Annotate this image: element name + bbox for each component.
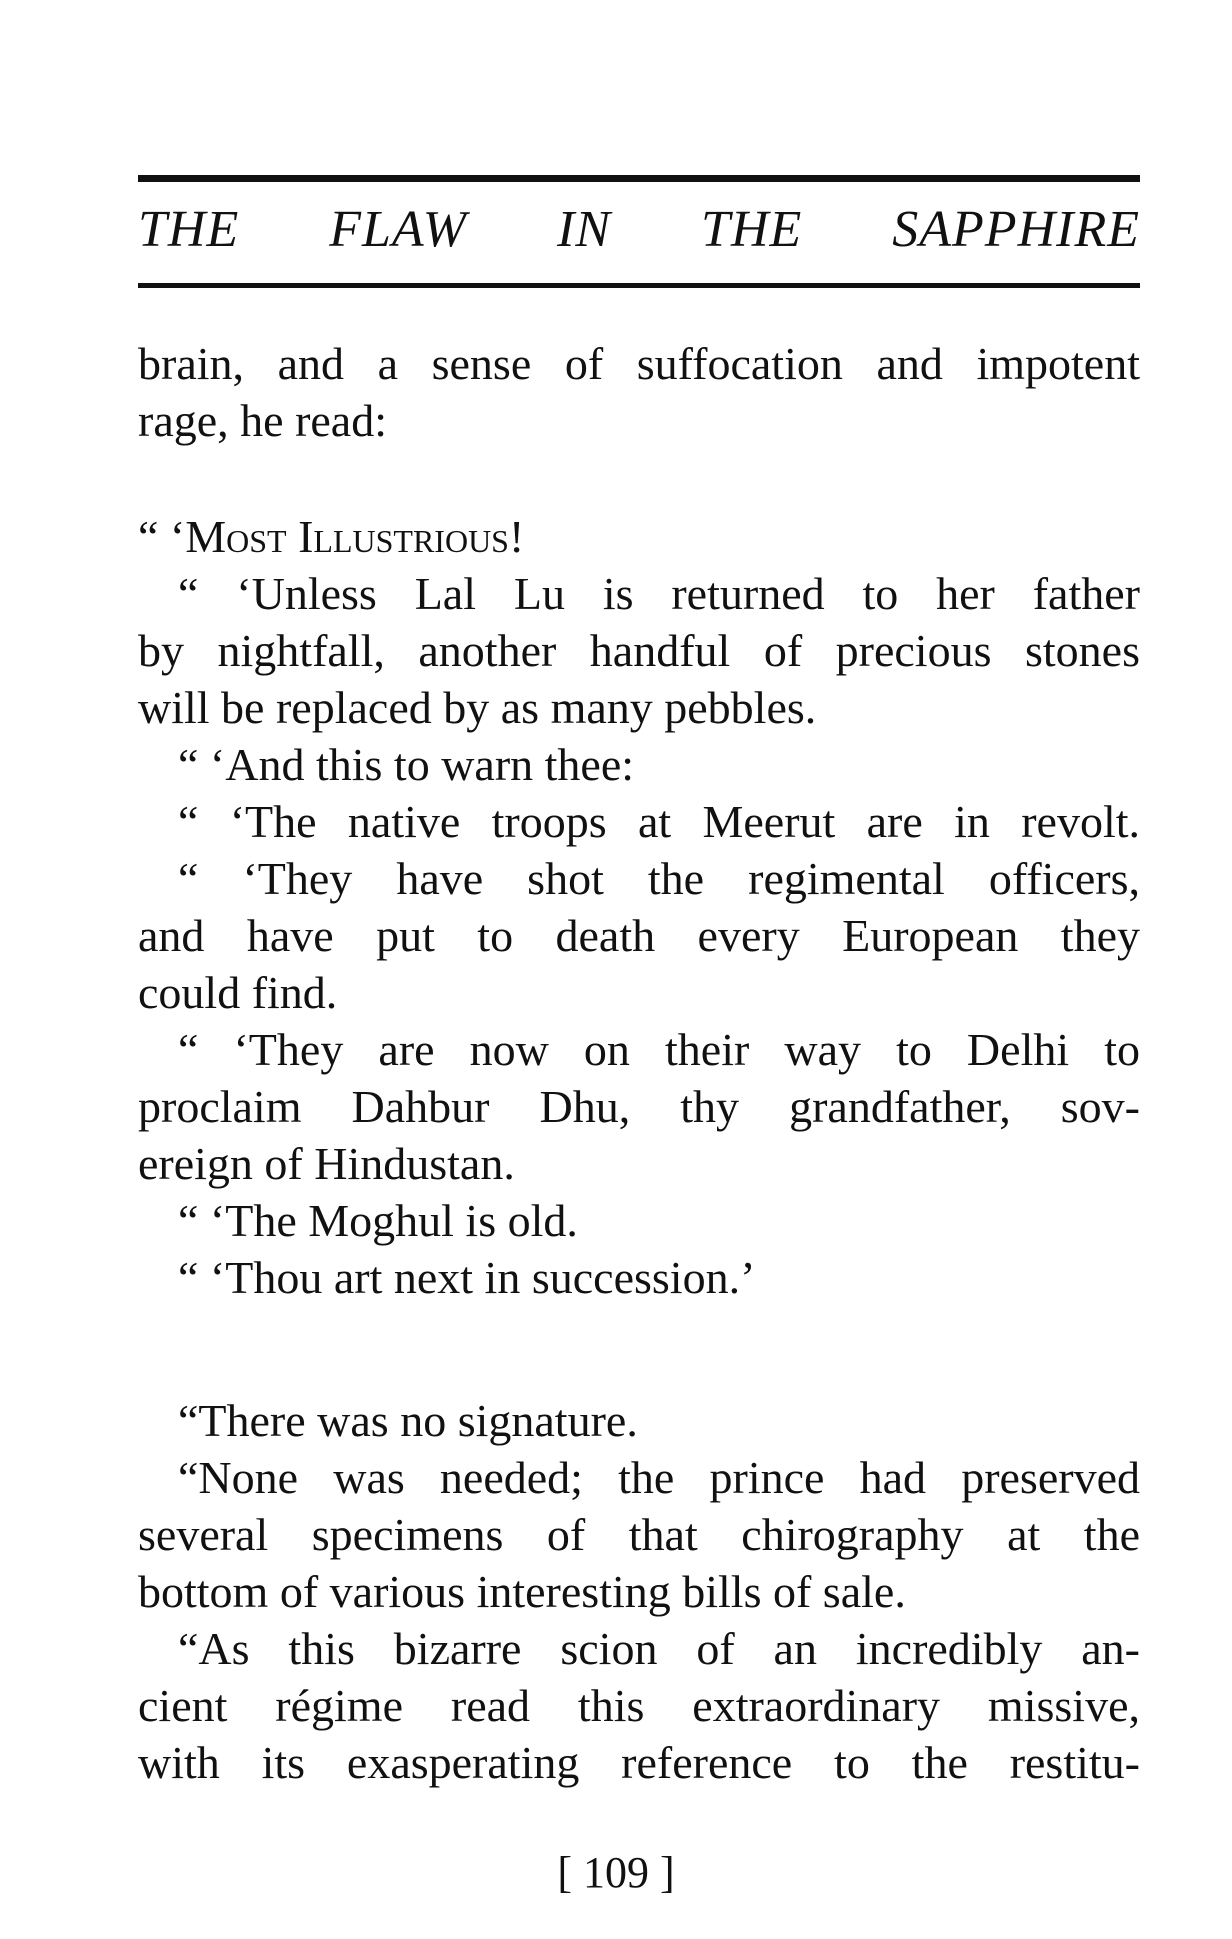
text-line: “ ‘The native troops at Meerut are in revolt.	[178, 796, 1140, 847]
header-word: FLAW	[329, 201, 468, 258]
text-line: several specimens of that chirography at the	[138, 1509, 1140, 1560]
page-number: [ 109 ]	[557, 1848, 675, 1897]
header-word: THE	[701, 201, 803, 258]
running-header	[138, 195, 1140, 265]
text-line: and have put to death every European they	[138, 910, 1140, 961]
text-line: “There was no signature.	[178, 1395, 638, 1446]
text-line: by nightfall, another handful of precious stones	[138, 625, 1140, 676]
paragraph-intro	[138, 335, 1140, 449]
header-word: SAPPHIRE	[892, 201, 1140, 258]
narrative-block	[138, 1392, 1140, 1791]
text-line: “ ‘They have shot the regimental officers,	[178, 853, 1140, 904]
text-line: ereign of Hindustan.	[138, 1138, 515, 1189]
header-rule-bottom	[138, 283, 1140, 288]
text-line: rage, he read:	[138, 395, 388, 446]
text-line: “ ‘The Moghul is old.	[178, 1195, 578, 1246]
text-line: “ ‘They are now on their way to Delhi to	[178, 1024, 1140, 1075]
text-line: “None was needed; the prince had preserved	[178, 1452, 1140, 1503]
header-rule-top	[138, 175, 1140, 182]
text-line: could find.	[138, 967, 338, 1018]
letter-salutation: “ ‘Most Illustrious!	[138, 511, 525, 562]
text-line: “As this bizarre scion of an incredibly an-	[178, 1623, 1140, 1674]
header-word: IN	[557, 201, 612, 258]
text-line: cient régime read this extraordinary missive,	[138, 1680, 1140, 1731]
letter-block	[138, 508, 1140, 1306]
text-line: bottom of various interesting bills of sale.	[138, 1566, 906, 1617]
text-line: “ ‘And this to warn thee:	[178, 739, 635, 790]
text-line: brain, and a sense of suffocation and impotent	[138, 338, 1140, 389]
text-line: “ ‘Thou art next in succession.’	[178, 1252, 756, 1303]
text-line: proclaim Dahbur Dhu, thy grandfather, sov-	[138, 1081, 1140, 1132]
text-line: “ ‘Unless Lal Lu is returned to her father	[178, 568, 1140, 619]
header-word: THE	[138, 201, 240, 258]
text-line: with its exasperating reference to the restitu-	[138, 1737, 1140, 1788]
text-line: will be replaced by as many pebbles.	[138, 682, 817, 733]
